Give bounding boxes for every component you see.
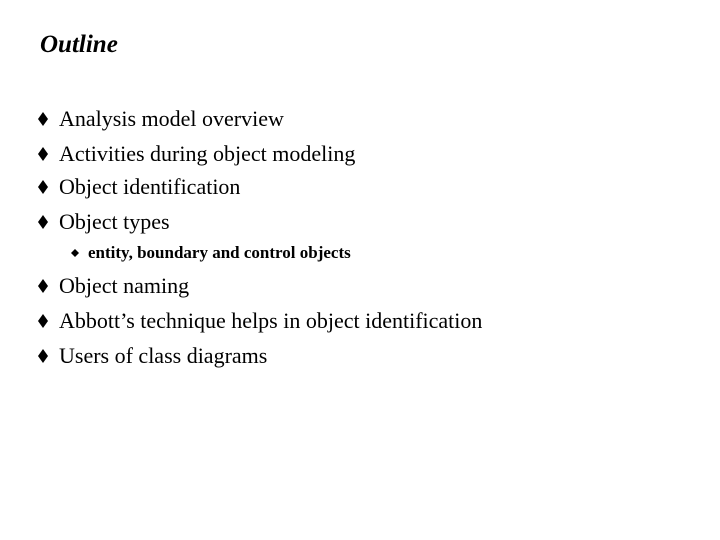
bullet-item-label: Abbott’s technique helps in object identification xyxy=(59,308,483,333)
sub-bullet-item xyxy=(70,240,351,266)
diamond-bullet-icon xyxy=(36,112,50,126)
bullet-item xyxy=(36,306,482,336)
bullet-item xyxy=(36,341,267,371)
bullet-item xyxy=(36,207,170,237)
diamond-bullet-icon xyxy=(36,180,50,194)
bullet-item xyxy=(36,104,284,134)
bullet-item xyxy=(36,271,189,301)
bullet-item xyxy=(36,139,355,169)
diamond-bullet-icon xyxy=(36,279,50,293)
bullet-item-label: Object naming xyxy=(59,273,190,298)
bullet-item-label: Object identification xyxy=(59,174,241,199)
bullet-item-label: Object types xyxy=(59,209,170,234)
bullet-item-label: Users of class diagrams xyxy=(59,343,268,368)
bullet-item-label: Analysis model overview xyxy=(59,106,284,131)
bullet-item xyxy=(36,172,240,202)
bullet-item-label: Activities during object modeling xyxy=(59,141,356,166)
sub-bullet-item-label: entity, boundary and control objects xyxy=(88,243,351,262)
diamond-bullet-icon xyxy=(36,215,50,229)
diamond-bullet-icon xyxy=(36,147,50,161)
slide-title: Outline xyxy=(40,31,118,58)
diamond-bullet-icon xyxy=(36,314,50,328)
small-diamond-bullet-icon xyxy=(70,249,80,257)
diamond-bullet-icon xyxy=(36,349,50,363)
